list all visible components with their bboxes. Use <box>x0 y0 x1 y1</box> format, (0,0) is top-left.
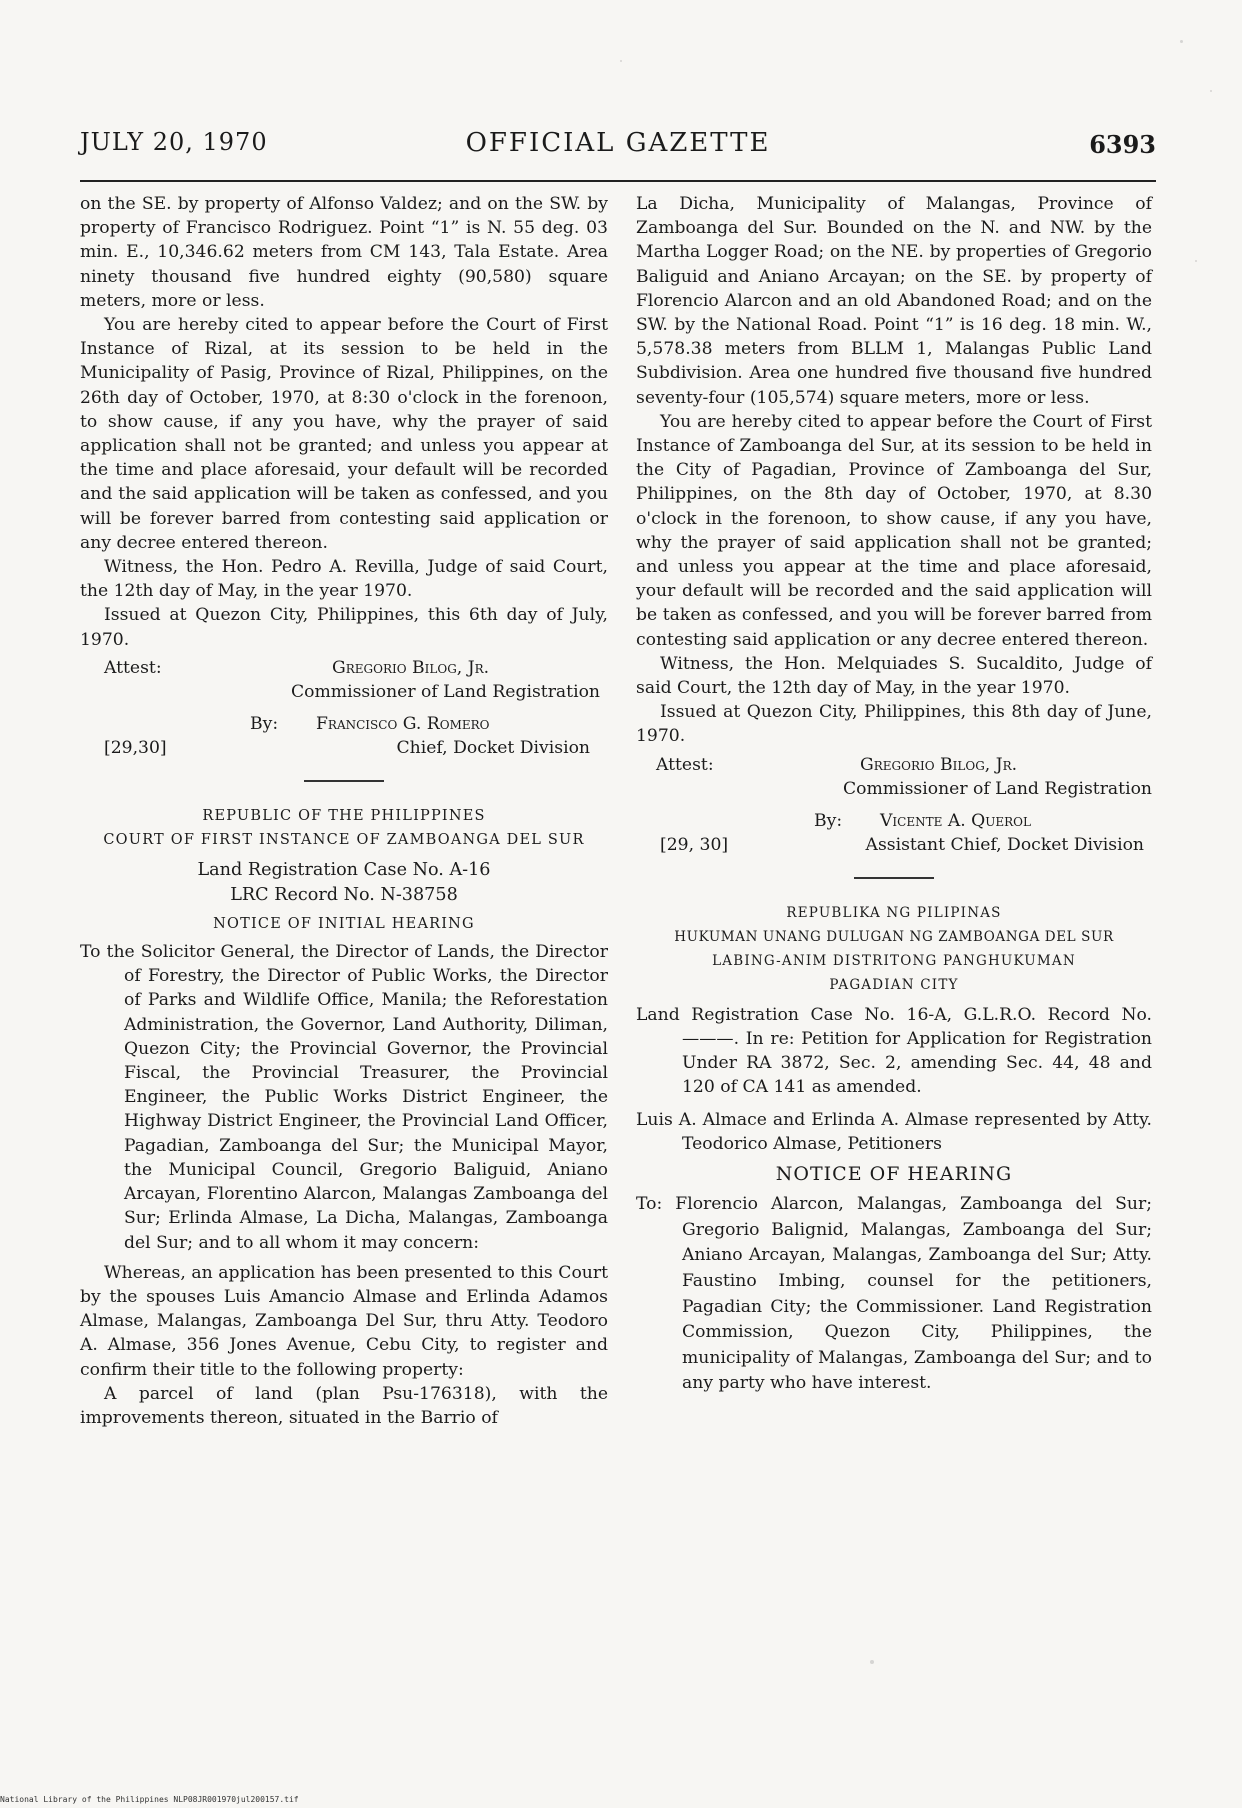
scan-speck <box>1195 260 1197 262</box>
attest-label: Attest: <box>656 754 714 775</box>
header-rule <box>80 180 1156 182</box>
right-citation-paragraph: You are hereby cited to appear before the Court of First Instance of Zamboanga del Sur, at its session to be held in the City of Pagadian, Province of Zamboanga del Sur, Philippines, on the 8th day of October, 1970, at 8.30 o'clock in the forenoon, to show cause, if any you have, why the prayer of said application shall not be granted; and unless you appear at the time and place aforesaid, your default will be recorded and the said application will be taken as confessed, and you will be forever barred from contesting said application or any decree entered thereon. <box>636 411 1152 650</box>
scan-speck <box>870 1660 874 1664</box>
by-name: Vicente A. Querol <box>880 810 1031 831</box>
left-citation-paragraph: You are hereby cited to appear before the Court of First Instance of Rizal, at its session to be held in the Municipality of Pasig, Province of Rizal, Philippines, on the 26th day of October, 1970, at 8:30 o'clock in the forenoon, to show cause, if any you have, why the prayer of said application shall not be granted; and unless you appear at the time and place aforesaid, your default will be recorded and the said application will be taken as confessed, and you will be forever barred from contesting said application or any decree entered thereon. <box>80 315 608 553</box>
left-witness-paragraph: Witness, the Hon. Pedro A. Revilla, Judge of said Court, the 12th day of May, in the year 1970. <box>80 557 608 602</box>
attest-name: Gregorio Bilog, Jr. <box>860 754 1018 775</box>
issue-reference: [29,30] <box>104 738 167 759</box>
attest-title: Commissioner of Land Registration <box>843 778 1152 799</box>
notice-of-hearing-heading: NOTICE OF HEARING <box>775 1163 1013 1186</box>
city-heading: PAGADIAN CITY <box>829 976 959 993</box>
parcel-paragraph: A parcel of land (plan Psu-176318), with the improvements thereon, situated in the Barrio of <box>80 1383 608 1428</box>
hukuman-heading: HUKUMAN UNANG DULUGAN NG ZAMBOANGA DEL SUR <box>674 928 1114 945</box>
notice-heading: NOTICE OF INITIAL HEARING <box>213 916 475 933</box>
left-ref-row <box>80 736 608 760</box>
scan-speck <box>1210 90 1212 92</box>
district-heading: LABING-ANIM DISTRITONG PANGHUKUMAN <box>712 952 1076 969</box>
attest-name: Gregorio Bilog, Jr. <box>332 657 490 678</box>
by-label: By: <box>250 714 279 735</box>
case-caption: Land Registration Case No. 16-A, G.L.R.O. Record No. ———. In re: Petition for Application for Registration Under RA 3872, Sec. 2, amending Sec. 44, 48 and 120 of CA 141 as amended. <box>636 1004 1152 1098</box>
right-attest-row <box>636 753 1152 777</box>
right-ref-row <box>636 833 1152 857</box>
page-header <box>80 124 1156 164</box>
right-by-row <box>636 809 1152 833</box>
hearing-addressees: To: Florencio Alarcon, Malangas, Zamboanga del Sur; Gregorio Balignid, Malangas, Zamboanga del Sur; Aniano Arcayan, Malangas, Zamboanga del Sur; Atty. Faustino Imbing, counsel for the petitioners, Pagadian City; the Commissioner. Land Registration Commission, Quezon City, Philippines, the municipality of Malangas, Zamboanga del Sur; and to any party who have interest. <box>636 1194 1152 1394</box>
lrc-record-number: LRC Record No. N-38758 <box>230 885 458 906</box>
right-paragraph-1: La Dicha, Municipality of Malangas, Province of Zamboanga del Sur. Bounded on the N. and NW. by the Martha Logger Road; on the NE. by properties of Gregorio Baliguid and Aniano Arcayan; on the SE. by property of Florencio Alarcon and an old Abandoned Road; and on the SW. by the National Road. Point “1” is 16 deg. 18 min. W., 5,578.38 meters from BLLM 1, Malangas Public Land Subdivision. Area one hundred five thousand five hundred seventy-four (105,574) square meters, more or less. <box>636 194 1152 408</box>
left-paragraph-1: on the SE. by property of Alfonso Valdez; and on the SW. by property of Francisco Rodriguez. Point “1” is N. 55 deg. 03 min. E., 10,346.62 meters from CM 143, Tala Estate. Area ninety thousand five hundred eighty (90,580) square meters, more or less. <box>80 194 608 311</box>
right-column <box>636 192 1152 1397</box>
left-column <box>80 192 608 1430</box>
court-heading: COURT OF FIRST INSTANCE OF ZAMBOANGA DEL SUR <box>103 832 585 849</box>
republic-heading: REPUBLIC OF THE PHILIPPINES <box>202 808 486 825</box>
by-label: By: <box>814 810 843 831</box>
left-by-row <box>80 712 608 736</box>
issue-reference: [29, 30] <box>660 834 729 855</box>
left-attest-row <box>80 656 608 680</box>
by-title: Chief, Docket Division <box>396 738 590 759</box>
right-witness-paragraph: Witness, the Hon. Melquiades S. Sucaldito, Judge of said Court, the 12th day of May, in the year 1970. <box>636 653 1152 699</box>
by-title: Assistant Chief, Docket Division <box>865 834 1144 855</box>
page-number: 6393 <box>1089 130 1156 159</box>
addressees-paragraph: To the Solicitor General, the Director of Lands, the Director of Forestry, the Director of Public Works, the Director of Parks and Wildlife Office, Manila; the Reforestation Administration, the Governor, Land Authority, Diliman, Quezon City; the Provincial Governor, the Provincial Fiscal, the Provincial Treasurer, the Provincial Engineer, the Public Works District Engineer, the Highway District Engineer, the Provincial Land Officer, Pagadian, Zamboanga del Sur; the Municipal Mayor, the Municipal Council, Gregorio Baliguid, Aniano Arcayan, Florentino Alarcon, Malangas Zamboanga del Sur; Erlinda Almase, La Dicha, Malangas, Zamboanga del Sur; and to all whom it may concern: <box>80 942 608 1253</box>
publication-title: OFFICIAL GAZETTE <box>465 128 771 158</box>
left-issued-paragraph: Issued at Quezon City, Philippines, this 6th day of July, 1970. <box>80 605 608 650</box>
section-divider <box>304 780 384 782</box>
scan-speck <box>620 60 622 62</box>
right-issued-paragraph: Issued at Quezon City, Philippines, this 8th day of June, 1970. <box>636 702 1152 747</box>
section-divider <box>854 877 934 879</box>
by-name: Francisco G. Romero <box>316 714 490 735</box>
attest-title: Commissioner of Land Registration <box>291 681 600 702</box>
scan-footer: National Library of the Philippines NLP08JR001970jul200157.tif <box>0 1795 299 1804</box>
petitioners-line: Luis A. Almace and Erlinda A. Almase represented by Atty. Teodorico Almase, Petitioners <box>636 1109 1152 1154</box>
attest-label: Attest: <box>104 657 162 678</box>
republika-heading: REPUBLIKA NG PILIPINAS <box>786 904 1002 921</box>
whereas-paragraph: Whereas, an application has been presented to this Court by the spouses Luis Amancio Almase and Erlinda Adamos Almase, Malangas, Zamboanga Del Sur, thru Atty. Teodoro A. Almase, 356 Jones Avenue, Cebu City, to register and confirm their title to the following property: <box>80 1262 608 1380</box>
issue-date: JULY 20, 1970 <box>80 128 268 156</box>
case-number: Land Registration Case No. A-16 <box>197 860 491 881</box>
scan-speck <box>1180 40 1183 43</box>
